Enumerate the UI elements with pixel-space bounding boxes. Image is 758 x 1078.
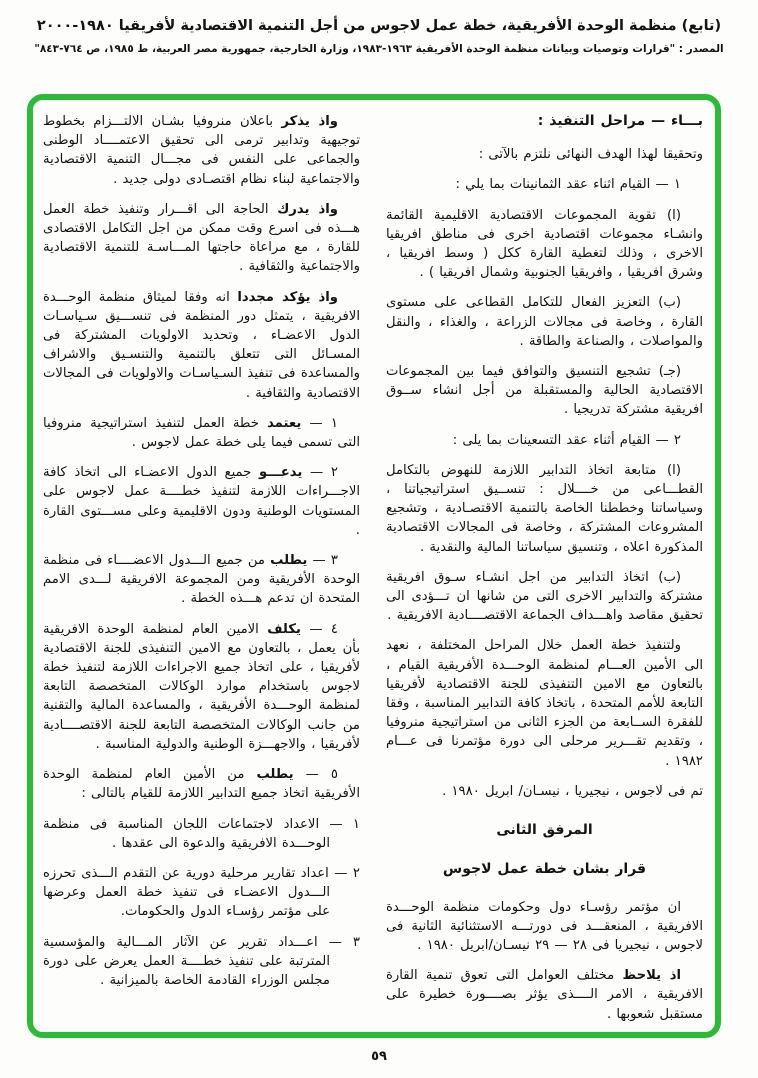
- paragraph: ٣ — اعـــداد تقرير عن الآثار المـــالية والمؤسسية المترتبة على تنفيذ خطــــة العمل يعرض على دورة مجلس الوزراء القادمة الخاصة بالميزانية .: [43, 934, 360, 988]
- paragraph: تم فى لاجوس ، نيجيريا ، نيسـان/ ابريل ١٩٨٠ .: [442, 783, 703, 799]
- paragraph: قرار بشان خطة عمل لاجوس: [442, 861, 647, 878]
- paragraph: (جـ) تشجيع التنسيق والتوافق فيما بين المجموعات الاقتصادية الحالية والمستقبلة من أجل انشاء ســوق افريقية مشتركة تدريجيا .: [386, 364, 703, 418]
- page-title: (تابع) منظمة الوحدة الأفريقية، خطة عمل لاجوس من أجل التنمية الاقتصادية لأفريقيا ١٩٨٠-٢٠٠٠: [36, 18, 722, 34]
- paragraph: المرفق الثانى: [496, 822, 593, 839]
- paragraph: ٢ — يدعـــو جميع الدول الاعضـاء الى اتخاذ كافة الاجـــراءات اللازمة لتنفيذ خطــــة عمل لاجوس على المستويات الوطنية ودون الاقليمية وعلى مســـتوى القارة .: [43, 465, 360, 538]
- paragraph: (ب) التعزيز الفعال للتكامل القطاعى على مستوى القارة ، وخاصة فى مجالات الزراعة ، والغذاء ، والنقل والمواصلات ، والصناعة والطاقة .: [386, 295, 703, 349]
- source-citation: المصدر : "قرارات وتوصيات وبيانات منظمة الوحدة الأفريقية ١٩٦٣-١٩٨٣، وزارة الخارجية، جمهورية مصر العربية، ط ١٩٨٥، ص ٧٦٤-٨٤٣": [34, 43, 724, 55]
- paragraph: ١ — يعتمد خطة العمل لتنفيذ استراتيجية منروفيا التى تسمى فيما يلى خطة عمل لاجوس .: [43, 415, 360, 451]
- paragraph: ٣ — يطلب من جميع الـــدول الاعضــــاء فى منظمة الوحدة الأفريقية ومن المجموعة الافريقية لـــدى الامم المتحدة ان تدعم هـــذه الخطة .: [42, 553, 360, 607]
- content-frame: [27, 94, 721, 1038]
- column-right: [386, 112, 703, 1022]
- paragraph: (ب) اتخاذ التدابير من اجل انشـاء سـوق افريقية مشتركة والتدابير الاخرى التى من شانها ان تـــؤدى الى تحقيق مقاصد واهـــداف الجماعة الاقتصــــادية الافريقية .: [386, 569, 703, 624]
- paragraph: ١ — الاعداد لاجتماعات اللجان المناسبة فى منظمة الوحـــدة الافريقية والدعوة الى عقدها .: [43, 816, 360, 851]
- paragraph: ٥ — يطلب من الأمين العام لمنظمة الوحدة الأفريقية اتخاذ جميع التدابير اللازمة للقيام بالتالى :: [43, 767, 360, 802]
- paragraph: واذ يذكر باعلان منروفيا بشـان الالتـــزام بخطوط توجيهية وتدابير ترمى الى تحقيق الاعتمــــاد الوطنى والجماعى على النفس فى مجـــال التنمية الاقتصادية والاجتماعية لبناء نظام اقتصـادى دولى جديد .: [43, 114, 360, 187]
- paragraph: ٢ — القيام أثناء عقد التسعينات بما يلى :: [452, 432, 681, 448]
- paragraph: ٢ — اعداد تقارير مرحلية دورية عن التقدم الـــذى تحرزه الـــدول الاعضـاء فى تنفيذ خطة العمل وعرضها على مؤتمر رؤسـاء الدول والحكومات.: [43, 865, 360, 920]
- two-column-layout: [43, 112, 703, 1022]
- paragraph: وتحقيقا لهذا الهدف النهائى نلتزم بالآتى :: [478, 147, 703, 163]
- paragraph: (ا) متابعة اتخاذ التدابير اللازمة للنهوض بالتكامل القطـــاعى من خــــلال : تنســيق استراتيجياتنا ، وسياساتنا وخططنا الخاصة بالتنمية الاقتصـادية ، وتشجيع المشروعات المشتركة ، وخاصة فى المجالات الاقتصادية المذكورة اعلاه ، وتنسيق سياساتنا المالية والنقدية .: [386, 462, 703, 555]
- paragraph: ولتنفيذ خطة العمل خلال المراحل المختلفة ، نعهد الى الأمين العـــام لمنظمة الوحـــدة الأفريقية القيام ، بالتعاون مع الامين التنفيذى للجنة الاقتصادية لأفريقيا التابعة للأمم المتحدة ، باتخاذ كافة التدابير المناسبة ، وفقا للفقرة الســابعة من الجزء الثانى من استراتيجية منروفيا ، وتقديم تقـــرير مرحلى الى دورة مؤتمرنا فى عـــام ١٩٨٢ .: [386, 638, 703, 769]
- paragraph: واذ يؤكد مجددا انه وفقا لميثاق منظمة الوحـــدة الافريقية ، يتمثل دور المنظمة فى تنســـيق سـياسـات الدول الاعضـاء ، وتحديد الاولويات المشتركة فى المسـائل التى تتعلق بالتنمية والتنسـيق والاشراف والمساعدة فى تنفيذ السـياسـات والاولويات فى المجالات الاقتصادية والثقافية .: [43, 289, 360, 401]
- paragraph: ان مؤتمر رؤسـاء دول وحكومات منظمة الوحـــدة الافريقية ، المنعقـــد فى دورتـــه الاستثنائية الثانية فى لاجوس ، نيجيريا فى ٢٨ — ٢٩ نيسـان/ابريل ١٩٨٠ .: [386, 899, 703, 953]
- document-header: [0, 18, 758, 55]
- paragraph: ١ — القيام اثناء عقد الثمانينات بما يلي :: [455, 177, 681, 193]
- paragraph: واذ يدرك الحاجة الى اقـــرار وتنفيذ خطة العمل هـــذه فى اسرع وقت ممكن من اجل التكامل الاقتصادى للقارة ، مع مراعاة حاجتها المـــاسـة للتنمية الاقتصادية والاجتماعية والثقافية .: [43, 201, 360, 275]
- paragraph: ٤ — يكلف الامين العام لمنظمة الوحدة الافريقية بأن يعمل ، بالتعاون مع الامين التنفيذى للجنة الاقتصادية لأفريقيا ، على اتخاذ جميع الاجراءات اللازمة لتنفيذ خطة لاجوس باستخدام موارد الوكالات المتخصصة التابعة لمنظمة الوحـــدة الأفريقية ، والمساعدة المالية والتقنية من جانب الوكالات المتخصصة التابعة للجنة الاقتصــــادية لأفريقيا ، والاجهـــزة الوطنية والدولية المناسبة .: [43, 621, 360, 752]
- paragraph: (ا) تقوية المجموعات الاقتصادية الاقليمية القائمة وانشـاء مجموعات اقتصادية اخرى فى مناطق افريقيا الاخرى ، وذلك لتغطية القارة ككل ( وسط افريقيا ، وشرق افريقيا ، وافريقيا الجنوبية وشمال افريقيا ) .: [386, 207, 703, 281]
- paragraph: اذ يلاحظ مختلف العوامل التى تعوق تنمية القارة الافريقية ، الامر الــــذى يؤثر بصــــورة خطيرة على مستقبل شعوبها .: [386, 968, 703, 1022]
- column-left: [43, 112, 360, 1022]
- page-number: ٥٩: [371, 1049, 387, 1064]
- paragraph: بـــاء — مراحل التنفيذ :: [537, 113, 703, 129]
